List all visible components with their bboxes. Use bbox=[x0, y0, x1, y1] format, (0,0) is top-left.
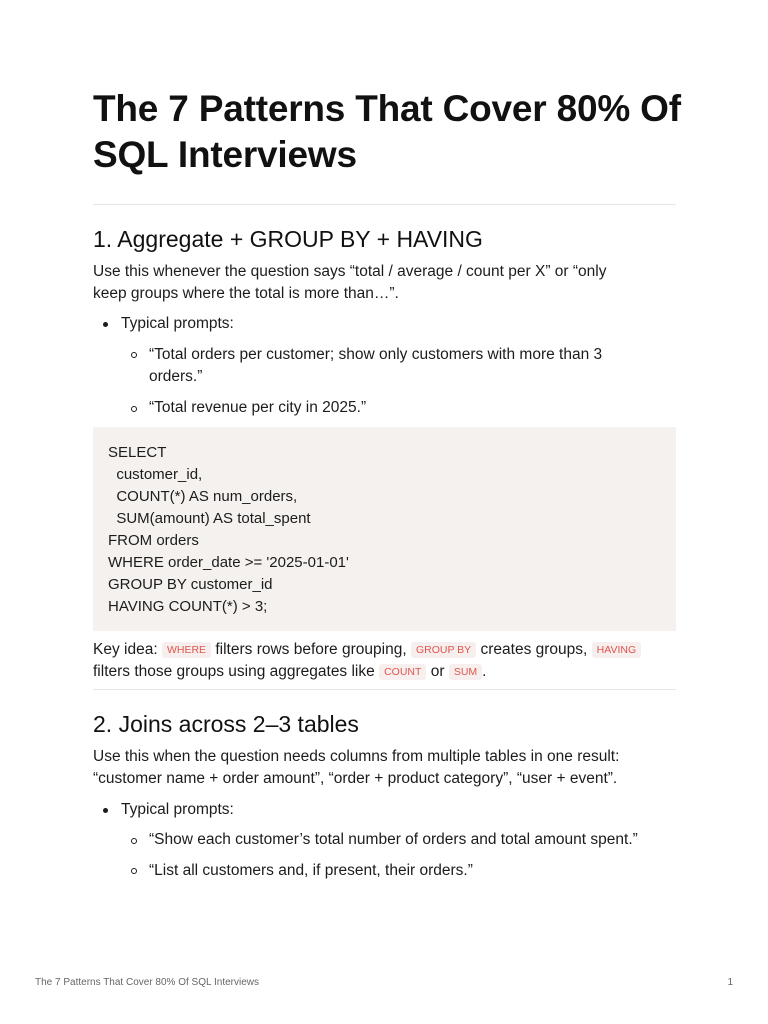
code-line: customer_id, bbox=[108, 466, 203, 483]
divider bbox=[93, 689, 676, 690]
section2-intro-line1: Use this when the question needs columns from multiple tables in one result: bbox=[93, 748, 620, 765]
inline-code-where: WHERE bbox=[162, 642, 211, 658]
inline-code-count: COUNT bbox=[379, 664, 426, 680]
section-heading-1: 1. Aggregate + GROUP BY + HAVING bbox=[93, 226, 483, 252]
code-line: SELECT bbox=[108, 444, 167, 461]
section1-intro-line2: keep groups where the total is more than…”. bbox=[93, 285, 399, 302]
section2-prompt2: “List all customers and, if present, their orders.” bbox=[149, 862, 473, 879]
key-idea-text: filters those groups using aggregates like bbox=[93, 663, 375, 680]
code-line: WHERE order_date >= '2025-01-01' bbox=[108, 554, 349, 571]
section2-intro-line2: “customer name + order amount”, “order + product category”, “user + event”. bbox=[93, 770, 618, 787]
sub-bullet-circle bbox=[131, 868, 137, 874]
divider bbox=[93, 204, 676, 205]
inline-code-groupby: GROUP BY bbox=[411, 642, 476, 658]
inline-code-sum: SUM bbox=[449, 664, 482, 680]
code-block bbox=[93, 427, 676, 631]
inline-code-having: HAVING bbox=[592, 642, 641, 658]
sub-bullet-circle bbox=[131, 406, 137, 412]
code-line: COUNT(*) AS num_orders, bbox=[108, 488, 298, 505]
section-heading-2: 2. Joins across 2–3 tables bbox=[93, 711, 359, 737]
footer-title: The 7 Patterns That Cover 80% Of SQL Interviews bbox=[35, 977, 259, 988]
key-idea-text: or bbox=[430, 663, 445, 680]
key-idea-text: . bbox=[482, 663, 487, 680]
code-line: FROM orders bbox=[108, 532, 199, 549]
key-idea-text: filters rows before grouping, bbox=[215, 641, 407, 658]
page-number: 1 bbox=[727, 977, 733, 988]
code-line: GROUP BY customer_id bbox=[108, 576, 273, 593]
typical-prompts-label: Typical prompts: bbox=[121, 315, 234, 332]
prompt1-line1: “Total orders per customer; show only customers with more than 3 bbox=[149, 346, 603, 363]
section2-prompt1: “Show each customer’s total number of orders and total amount spent.” bbox=[149, 831, 638, 848]
prompt2: “Total revenue per city in 2025.” bbox=[149, 399, 367, 416]
key-idea-line2 bbox=[93, 661, 676, 683]
section1-intro-line1: Use this whenever the question says “total / average / count per X” or “only bbox=[93, 263, 607, 280]
code-line: HAVING COUNT(*) > 3; bbox=[108, 598, 268, 615]
sub-bullet-circle bbox=[131, 352, 137, 358]
prompt1-line2: orders.” bbox=[149, 368, 203, 385]
typical-prompts-label: Typical prompts: bbox=[121, 801, 234, 818]
key-idea-text: creates groups, bbox=[480, 641, 588, 658]
key-idea-line1 bbox=[93, 639, 676, 661]
page-title: The 7 Patterns That Cover 80% Of SQL Interviews bbox=[93, 88, 681, 175]
sub-bullet-circle bbox=[131, 838, 137, 844]
key-idea-label: Key idea: bbox=[93, 641, 158, 658]
code-line: SUM(amount) AS total_spent bbox=[108, 510, 311, 527]
bullet-dot bbox=[103, 808, 108, 813]
bullet-dot bbox=[103, 322, 108, 327]
